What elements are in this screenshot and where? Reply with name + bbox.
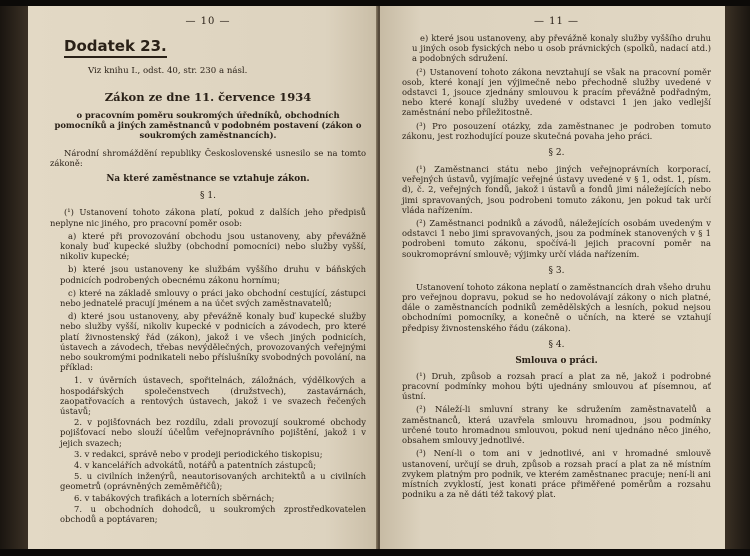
reference-note: Viz knihu I., odst. 40, str. 230 a násl. xyxy=(88,66,248,76)
section-heading: Na které zaměstnance se vztahuje zákon. xyxy=(106,174,310,185)
list-item: e) které jsou ustanoveny, aby převážně konaly služby vyššího druhu u jiných osob fysických nebo u osob právnických (spolků, nadací atd.) a podobných sdružení. xyxy=(412,33,711,64)
numbered-item: 5. u civilních inženýrů, neautorisovaných architektů a u civilních geometrů (oprávněných zeměměřičů); xyxy=(60,471,366,492)
page-number: — 10 — xyxy=(185,16,231,27)
paragraph: (²) Zaměstnanci podniků a závodů, náležejících osobám uvedeným v odstavci 1 nebo jimi spravovaných, jsou za podmínek stanovených v § 1 podrobeni tomuto zákonu, spočívá-li jejich pracovní poměr na soukromoprávní smlouvě; výjimky určí vláda nařízením. xyxy=(402,218,711,259)
paragraph: (³) Není-li o tom ani v jednotlivé, ani v hromadné smlouvě ustanovení, určují se druh, způsob a rozsah prací a plat za ně místním zvykem platným pro podnik, ve kterém zaměstnanec pracuje; není-li ani místních zvyklostí, jest konati práce přiměřené poměrům a rozsahu podniku a za ně dáti též takový plat. xyxy=(402,448,711,500)
list-item: b) které jsou ustanoveny ke službám vyššího druhu v báňských podnicích podrobených obecnému zákonu hornímu; xyxy=(60,264,366,285)
list-item: a) které při provozování obchodu jsou ustanoveny, aby převážně konaly buď kupecké služby (obchodní pomocníci) nebo služby vyšší, nikoliv kupecké; xyxy=(60,230,366,262)
paragraph: (²) Náleží-li smluvní strany ke sdružením zaměstnavatelů a zaměstnanců, která uzavřela smlouvu hromadnou, jsou podmínky určené touto hromadnou smlouvou, pokud není ujednáno něco jiného, obsahem smlouvy jednotlivé. xyxy=(402,404,711,446)
numbered-item: 1. v úvěrních ústavech, spořitelnách, záložnách, výdělkových a hospodářských společenstvech (družstvech), zastavárnách, zaopatřovacích a rentových ústavech, jakož i ve svazech řečených ústavů; xyxy=(60,375,366,417)
law-title: Zákon ze dne 11. července 1934 xyxy=(104,90,312,104)
numbered-item: 2. v pojišťovnách bez rozdílu, zdali provozují soukromé obchody pojišťovací nebo slouží účelům veřejnoprávního pojištění, jakož i v jejich svazech; xyxy=(60,417,366,448)
paragraph: (¹) Zaměstnanci státu nebo jiných veřejnoprávních korporací, veřejných ústavů, vyjímajíc veřejné ústavy uvedené v § 1, odst. 1, písm. d), č. 2, veřejných fondů, jakož i ústavů a fondů jimi náležejících nebo jimi spravovaných, jsou podrobeni tomuto zákonu, jen pokud tak určí vláda nařízením. xyxy=(402,164,711,215)
dodatek-heading: Dodatek 23. xyxy=(64,37,167,58)
paragraph: (²) Ustanovení tohoto zákona nevztahují se však na pracovní poměr osob, které konají jen výjimečně nebo přechodně služby uvedené v odstavci 1, jsouce zjednány smlouvou k pracím převážně podřadným, nebo které konají služby uvedené v odstavci 1 jen jako vedlejší zaměstnání nebo příležitostně. xyxy=(402,66,711,118)
numbered-item: 4. v kancelářích advokátů, notářů a patentních zástupců; xyxy=(74,460,317,471)
numbered-item: 7. u obchodních dohodců, u soukromých zprostředkovatelen obchodů a poptávaren; xyxy=(60,503,366,525)
numbered-item: 6. v tabákových trafikách a loterních sběrnách; xyxy=(74,492,275,503)
page-number: — 11 — xyxy=(533,16,580,27)
paragraph: (¹) Ustanovení tohoto zákona platí, pokud z dalších jeho předpisů neplyne nic jiného, pro pracovní poměr osob: xyxy=(50,207,366,228)
paragraph: (³) Pro posouzení otázky, zda zaměstnanec je podroben tomuto zákonu, jest rozhodující pouze skutečná povaha jeho práci. xyxy=(402,120,711,141)
section-number: § 3. xyxy=(548,265,565,276)
section-number: § 2. xyxy=(548,148,565,159)
numbered-item: 3. v redakci, správě nebo v prodeji periodického tiskopisu; xyxy=(74,448,323,459)
law-subtitle: o pracovním poměru soukromých úředníků, obchodních pomocníků a jiných zaměstnanců v podobném postavení (zákon o soukromých zaměstnancích). xyxy=(54,110,362,140)
section-heading: Smlouva o práci. xyxy=(515,355,598,366)
book-shadow-left xyxy=(0,6,28,549)
preamble: Národní shromáždění republiky Československé usnesilo se na tomto zákoně: xyxy=(50,148,366,169)
section-number: § 4. xyxy=(548,339,565,350)
list-item: d) které jsou ustanoveny, aby převážně konaly buď kupecké služby nebo služby vyšší, nikoliv kupecké v podnicích a závodech, pro které platí živnostenský řád (zákon), jakož i ve všech jiných podnicích, ústavech a závodech, třebas nevýdělečných, provozovaných veřejnými nebo soukromými podnikateli nebo příslušníky svobodných povolání, na příklad: xyxy=(60,311,366,373)
paragraph: Ustanovení tohoto zákona neplatí o zaměstnancích drah všeho druhu pro veřejnou dopravu, pokud se ho nedovolávají zákony o nich platné, dále o zaměstnancích podniků zemědělských a lesních, pokud nejsou obchodními pomocníky, a konečně o učních, na které se vztahují předpisy živnostenského řádu (zákona). xyxy=(402,281,711,333)
left-page xyxy=(28,6,378,549)
paragraph: (¹) Druh, způsob a rozsah prací a plat za ně, jakož i podrobné pracovní podmínky mohou býti ujednány smlouvou ať písemnou, ať ústní. xyxy=(402,370,711,402)
right-page xyxy=(380,6,725,549)
section-number: § 1. xyxy=(200,191,216,202)
list-item: c) které na základě smlouvy o práci jako obchodní cestující, zástupci nebo jednatelé pracují jménem a na účet svých zaměstnavatelů; xyxy=(60,287,366,309)
book-shadow-right xyxy=(725,6,750,549)
